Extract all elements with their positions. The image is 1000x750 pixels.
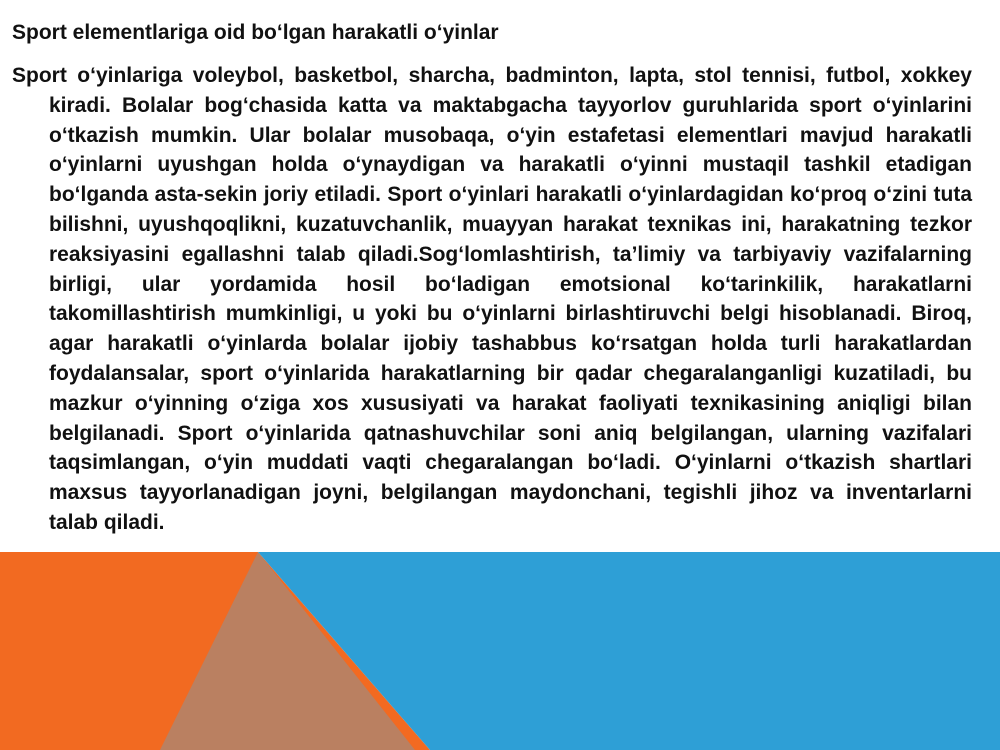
slide-title: Sport elementlariga oid bo‘lgan harakatli o‘yinlar: [12, 21, 499, 44]
slide-body-text: Sport o‘yinlariga voleybol, basketbol, sharcha, badminton, lapta, stol tennisi, futbol, xokkey kiradi. Bolalar bog‘chasida katta va maktabgacha tayyorlov guruhlarida sport o‘yinlarini o‘tkazish mumkin. Ular bolalar musobaqa, o‘yin estafetasi elementlari mavjud harakatli o‘yinlarni uyushgan holda o‘ynaydigan va harakatli o‘yinni mustaqil tashkil etadigan bo‘lganda asta-sekin joriy etiladi. Sport o‘yinlari harakatli o‘yinlardagidan ko‘proq o‘zini tuta bilishni, uyushqoqlikni, kuzatuvchanlik, muayyan harakat texnikas ini, harakatning tezkor reaksiyasini egallashni talab qiladi.Sog‘lomlashtirish, ta’limiy va tarbiyaviy vazifalarning birligi, ular yordamida hosil bo‘ladigan emotsional ko‘tarinkilik, harakatlarni takomillashtirish mumkinligi, u yoki bu o‘yinlarni birlashtiruvchi belgi hisoblanadi. Biroq, agar harakatli o‘yinlarda bolalar ijobiy tashabbus ko‘rsatgan holda turli harakatlardan foydalansalar, sport o‘yinlarida harakatlarning bir qadar chegaralanganligi kuzatiladi, bu mazkur o‘yinning o‘ziga xos xususiyati va harakat faoliyati texnikasining aniqligi bilan belgilanadi. Sport o‘yinlarida qatnashuvchilar soni aniq belgilangan, ularning vazifalari taqsimlangan, o‘yin muddati vaqti chegaralangan bo‘ladi. O‘yinlarni o‘tkazish shartlari maxsus tayyorlanadigan joyni, belgilangan maydonchani, tegishli jihoz va inventarlarni talab qiladi.: [12, 64, 972, 534]
